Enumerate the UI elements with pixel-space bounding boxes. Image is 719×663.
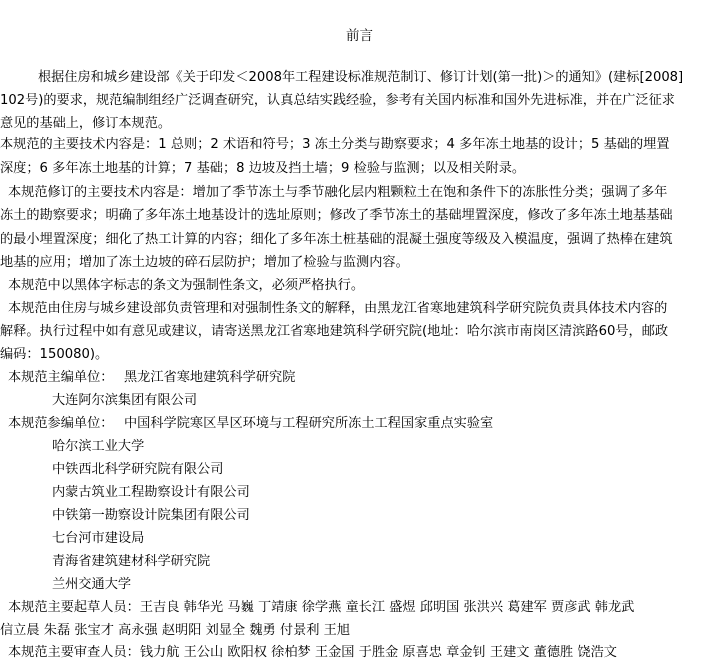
drafters-line-2: 信立晨 朱磊 张宝才 高永强 赵明阳 刘显全 魏勇 付景利 王旭 [0,623,351,638]
revision-line-4: 地基的应用；增加了冻土边坡的碎石层防护；增加了检验与监测内容。 [0,255,409,270]
mandatory-clause-note: 本规范中以黑体字标志的条文为强制性条文，必须严格执行。 [8,278,365,293]
participant-unit-1: 中国科学院寒区旱区环境与工程研究所冻土工程国家重点实验室 [124,416,494,431]
participant-unit-8: 兰州交通大学 [52,577,132,592]
management-line-1: 本规范由住房与城乡建设部负责管理和对强制性条文的解释，由黑龙江省寒地建筑科学研究院负责具体技术内容的 [8,301,668,316]
reviewers-line: 本规范主要审查人员：钱力航 王公山 欧阳权 徐柏梦 王金国 于胜金 原喜忠 章金钊 王建文 董德胜 饶浩文 [8,645,617,660]
intro-line-3: 意见的基础上，修订本规范。 [0,116,172,131]
participant-unit-4: 内蒙古筑业工程勘察设计有限公司 [52,485,250,500]
content-line-1: 本规范的主要技术内容是：1 总则；2 术语和符号；3 冻土分类与勘察要求；4 多年冻土地基的设计；5 基础的埋置 [0,137,670,152]
participant-unit-5: 中铁第一勘察设计院集团有限公司 [52,508,250,523]
participant-unit-7: 青海省建筑建材科学研究院 [52,554,211,569]
chief-unit-label: 本规范主编单位： [8,370,114,385]
content-line-2: 深度；6 多年冻土地基的计算；7 基础；8 边坡及挡土墙；9 检验与监测；以及相关附录。 [0,161,526,176]
intro-line-2: 102号)的要求，规范编制组经广泛调查研究，认真总结实践经验，参考有关国内标准和国外先进标准，并在广泛征求 [0,93,675,108]
participant-unit-6: 七台河市建设局 [52,531,145,546]
drafters-line-1: 本规范主要起草人员：王吉良 韩华光 马巍 丁靖康 徐学燕 童长江 盛煜 邱明国 张洪兴 葛建军 贾彦武 韩龙武 [8,600,635,615]
participant-unit-2: 哈尔滨工业大学 [52,439,145,454]
chief-unit-2: 大连阿尔滨集团有限公司 [52,393,198,408]
chief-unit-1: 黑龙江省寒地建筑科学研究院 [124,370,296,385]
page-title: 前言 [346,28,373,44]
participant-unit-3: 中铁西北科学研究院有限公司 [52,462,224,477]
management-line-3: 编码：150080)。 [0,347,109,362]
revision-line-3: 的最小埋置深度；细化了热工计算的内容；细化了多年冻土桩基础的混凝土强度等级及入模温度，强调了热棒在建筑 [0,232,673,247]
management-line-2: 解释。执行过程中如有意见或建议，请寄送黑龙江省寒地建筑科学研究院(地址：哈尔滨市南岗区清滨路60号，邮政 [0,324,669,339]
intro-line-1: 根据住房和城乡建设部《关于印发＜2008年工程建设标准规范制订、修订计划(第一批)＞的通知》(建标[2008] [38,70,684,85]
revision-line-2: 冻土的勘察要求；明确了多年冻土地基设计的选址原则；修改了季节冻土的基础埋置深度，修改了多年冻土地基基础 [0,208,673,223]
participant-unit-label: 本规范参编单位： [8,416,114,431]
intro-paragraph [0,66,719,135]
revision-line-1: 本规范修订的主要技术内容是：增加了季节冻土与季节融化层内粗颗粒土在饱和条件下的冻胀性分类；强调了多年 [8,185,668,200]
